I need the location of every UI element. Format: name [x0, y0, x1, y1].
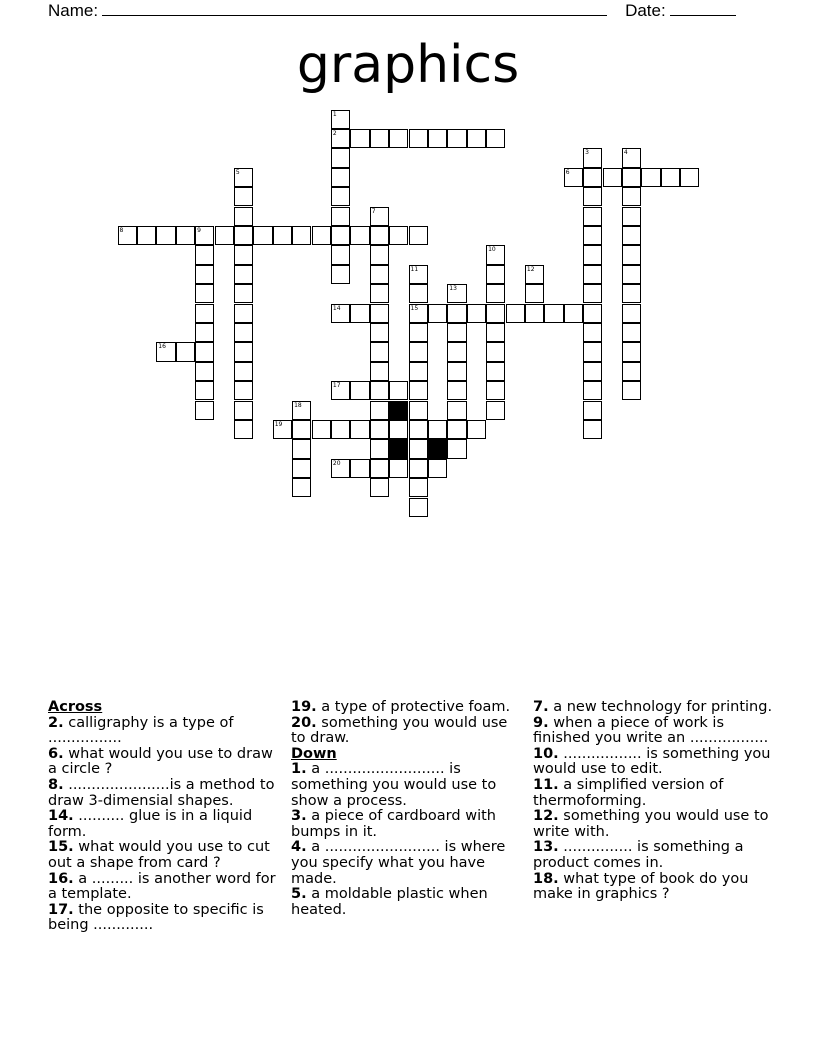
grid-cell-number: 1 [332, 110, 337, 118]
clue-text: ......................is a method to draw 3-dimensial shapes. [48, 776, 275, 809]
across-clue [48, 778, 280, 809]
grid-cell[interactable] [680, 168, 699, 187]
grid-cell[interactable] [370, 265, 389, 284]
grid-cell[interactable] [486, 381, 505, 400]
grid-cell-number: 2 [332, 129, 337, 137]
grid-cell[interactable] [370, 478, 389, 497]
grid-cell[interactable] [428, 304, 447, 323]
grid-cell[interactable] [622, 323, 641, 342]
clue-text: what would you use to draw a circle ? [48, 745, 273, 778]
grid-cell-number: 18 [294, 401, 302, 409]
grid-cell[interactable] [331, 148, 350, 167]
grid-cell[interactable] [641, 168, 660, 187]
grid-cell[interactable] [583, 168, 602, 187]
grid-cell[interactable] [583, 207, 602, 226]
grid-cell[interactable] [370, 284, 389, 303]
grid-cell[interactable] [292, 420, 311, 439]
clue-number: 1. [291, 761, 307, 778]
grid-cell[interactable] [234, 401, 253, 420]
clue-text: something you would use to draw. [291, 714, 508, 747]
grid-cell[interactable] [370, 226, 389, 245]
grid-cell[interactable] [389, 226, 408, 245]
grid-cell[interactable] [350, 459, 369, 478]
grid-cell[interactable] [486, 284, 505, 303]
clue-number: 2. [48, 714, 64, 731]
clue-number: 20. [291, 714, 317, 731]
grid-cell-number: 19 [274, 420, 283, 428]
grid-cell[interactable] [370, 381, 389, 400]
grid-cell-number: 11 [410, 265, 419, 273]
down-clue [291, 762, 523, 809]
grid-cell[interactable] [583, 304, 602, 323]
grid-cell[interactable] [156, 226, 175, 245]
clue-text: when a piece of work is finished you write an ................. [533, 714, 769, 747]
grid-cell[interactable] [350, 304, 369, 323]
grid-cell[interactable] [409, 362, 428, 381]
grid-cell[interactable] [525, 284, 544, 303]
grid-cell[interactable] [176, 226, 195, 245]
grid-cell[interactable] [447, 381, 466, 400]
grid-block-cell [389, 439, 408, 458]
clue-column-3 [533, 700, 773, 903]
grid-cell[interactable] [428, 420, 447, 439]
grid-cell[interactable] [486, 265, 505, 284]
grid-cell-number: 16 [158, 343, 166, 351]
grid-cell[interactable] [253, 226, 272, 245]
grid-cell[interactable] [234, 226, 253, 245]
grid-cell[interactable] [622, 187, 641, 206]
grid-block-cell [428, 439, 447, 458]
grid-cell[interactable] [370, 401, 389, 420]
grid-cell-number: 9 [197, 226, 201, 234]
grid-cell[interactable] [331, 245, 350, 264]
clue-number: 4. [291, 839, 307, 856]
grid-cell[interactable] [195, 401, 214, 420]
grid-cell[interactable] [234, 187, 253, 206]
grid-cell[interactable] [486, 362, 505, 381]
grid-cell[interactable] [467, 420, 486, 439]
clue-text: a piece of cardboard with bumps in it. [291, 808, 496, 840]
clue-text: what would you use to cut out a shape from card ? [48, 839, 270, 871]
grid-cell[interactable] [486, 245, 505, 264]
grid-cell[interactable] [583, 265, 602, 284]
grid-cell[interactable] [234, 342, 253, 361]
grid-cell[interactable] [486, 401, 505, 420]
grid-cell[interactable] [564, 168, 583, 187]
grid-cell[interactable] [467, 129, 486, 148]
clue-number: 7. [533, 699, 549, 715]
grid-cell[interactable] [409, 342, 428, 361]
date-field[interactable] [670, 0, 736, 16]
grid-cell[interactable] [312, 226, 331, 245]
grid-cell[interactable] [195, 245, 214, 264]
grid-cell[interactable] [661, 168, 680, 187]
across-clue [291, 700, 523, 716]
clue-number: 19. [291, 699, 317, 715]
grid-cell-number: 20 [332, 459, 341, 467]
clue-text: .......... glue is in a liquid form. [48, 808, 253, 840]
header [48, 0, 736, 20]
grid-cell[interactable] [370, 342, 389, 361]
grid-cell[interactable] [195, 304, 214, 323]
clue-number: 8. [48, 776, 64, 793]
grid-cell[interactable] [583, 187, 602, 206]
grid-cell[interactable] [583, 420, 602, 439]
across-clue-list-continued [291, 700, 523, 747]
across-clue [291, 716, 523, 747]
grid-cell[interactable] [409, 129, 428, 148]
grid-cell[interactable] [370, 207, 389, 226]
grid-cell[interactable] [525, 304, 544, 323]
across-clue [48, 716, 280, 747]
grid-cell[interactable] [118, 226, 137, 245]
clue-number: 13. [533, 839, 559, 856]
grid-cell[interactable] [583, 148, 602, 167]
clue-number: 5. [291, 886, 307, 903]
clue-text: ................. is something you would use to edit. [533, 745, 771, 778]
grid-cell[interactable] [370, 304, 389, 323]
grid-cell[interactable] [583, 362, 602, 381]
grid-cell[interactable] [370, 129, 389, 148]
grid-cell[interactable] [331, 459, 350, 478]
grid-cell[interactable] [486, 129, 505, 148]
grid-cell[interactable] [622, 207, 641, 226]
grid-cell[interactable] [370, 439, 389, 458]
grid-cell[interactable] [447, 362, 466, 381]
down-clue [533, 872, 773, 903]
across-clue [48, 872, 280, 903]
grid-cell[interactable] [389, 420, 408, 439]
date-label: Date: [625, 1, 666, 20]
grid-cell[interactable] [195, 342, 214, 361]
down-clue [533, 778, 773, 809]
grid-cell[interactable] [234, 362, 253, 381]
grid-cell[interactable] [195, 226, 214, 245]
page-title: graphics [296, 35, 520, 95]
clue-text: the opposite to specific is being ............. [48, 901, 264, 934]
grid-cell[interactable] [331, 381, 350, 400]
grid-cell[interactable] [292, 226, 311, 245]
grid-cell[interactable] [331, 265, 350, 284]
grid-cell[interactable] [409, 498, 428, 517]
grid-cell[interactable] [622, 148, 641, 167]
grid-cell[interactable] [506, 304, 525, 323]
grid-cell[interactable] [370, 245, 389, 264]
grid-cell[interactable] [447, 439, 466, 458]
down-clue [291, 840, 523, 887]
grid-cell[interactable] [331, 304, 350, 323]
grid-cell[interactable] [350, 420, 369, 439]
grid-cell[interactable] [273, 420, 292, 439]
clue-text: a simplified version of thermoforming. [533, 776, 724, 809]
across-clue [48, 903, 280, 934]
grid-cell-number: 8 [119, 226, 124, 234]
grid-cell[interactable] [370, 420, 389, 439]
down-clue [533, 809, 773, 840]
clue-number: 11. [533, 776, 559, 793]
grid-cell[interactable] [234, 245, 253, 264]
grid-cell[interactable] [622, 284, 641, 303]
grid-cell[interactable] [409, 478, 428, 497]
grid-cell[interactable] [292, 478, 311, 497]
clue-column-2 [291, 700, 523, 918]
down-clue [533, 716, 773, 747]
grid-cell[interactable] [447, 401, 466, 420]
down-clue [533, 700, 773, 716]
grid-cell[interactable] [447, 284, 466, 303]
grid-cell[interactable] [622, 381, 641, 400]
grid-cell[interactable] [409, 265, 428, 284]
clue-text: a moldable plastic when heated. [291, 886, 488, 918]
grid-cell[interactable] [428, 129, 447, 148]
grid-cell[interactable] [447, 304, 466, 323]
grid-cell[interactable] [409, 226, 428, 245]
grid-cell-number: 6 [565, 168, 570, 176]
grid-cell[interactable] [195, 323, 214, 342]
grid-cell-number: 15 [410, 304, 419, 312]
grid-cell-number: 12 [526, 265, 535, 273]
grid-cell[interactable] [389, 459, 408, 478]
grid-cell[interactable] [428, 459, 447, 478]
grid-cell[interactable] [234, 323, 253, 342]
down-clue-list-continued [533, 700, 773, 903]
grid-cell[interactable] [370, 323, 389, 342]
grid-cell[interactable] [195, 362, 214, 381]
grid-cell-number: 13 [449, 285, 457, 293]
grid-cell[interactable] [195, 381, 214, 400]
grid-cell[interactable] [234, 420, 253, 439]
grid-cell[interactable] [331, 420, 350, 439]
grid-cell[interactable] [486, 304, 505, 323]
grid-cell[interactable] [583, 323, 602, 342]
grid-cell[interactable] [525, 265, 544, 284]
grid-cell[interactable] [331, 110, 350, 129]
grid-cell[interactable] [409, 439, 428, 458]
clue-number: 12. [533, 808, 559, 825]
name-label: Name: [48, 1, 99, 20]
grid-cell[interactable] [409, 284, 428, 303]
across-clue [48, 840, 280, 871]
grid-cell[interactable] [195, 284, 214, 303]
grid-cell-number: 7 [371, 207, 376, 215]
grid-cell[interactable] [447, 342, 466, 361]
grid-cell[interactable] [583, 226, 602, 245]
grid-cell-number: 5 [235, 168, 240, 176]
clue-number: 16. [48, 870, 74, 887]
grid-cell[interactable] [292, 401, 311, 420]
across-heading: Across [48, 699, 103, 715]
grid-cell[interactable] [234, 265, 253, 284]
clue-text: a ......................... is where you specify what you have made. [291, 839, 506, 887]
grid-cell[interactable] [331, 168, 350, 187]
down-clue [533, 747, 773, 778]
grid-cell[interactable] [176, 342, 195, 361]
grid-cell[interactable] [409, 420, 428, 439]
grid-cell-number: 14 [332, 304, 341, 312]
grid-cell[interactable] [603, 168, 622, 187]
clue-text: what type of book do you make in graphics ? [533, 870, 749, 903]
grid-cell[interactable] [467, 304, 486, 323]
grid-cell-number: 10 [488, 246, 496, 254]
down-clue [291, 887, 523, 918]
clue-column-1 [48, 700, 280, 934]
grid-cell[interactable] [234, 381, 253, 400]
grid-cell[interactable] [622, 245, 641, 264]
across-clue-list [48, 716, 280, 934]
grid-cell[interactable] [622, 168, 641, 187]
clue-number: 3. [291, 808, 307, 825]
grid-cell[interactable] [544, 304, 563, 323]
grid-cell[interactable] [195, 265, 214, 284]
grid-cell[interactable] [389, 381, 408, 400]
grid-cell[interactable] [234, 168, 253, 187]
grid-cell[interactable] [331, 129, 350, 148]
name-field[interactable] [102, 0, 607, 16]
clue-text: something you would use to write with. [533, 808, 769, 840]
grid-cell[interactable] [447, 129, 466, 148]
grid-cell[interactable] [137, 226, 156, 245]
grid-cell[interactable] [409, 401, 428, 420]
grid-cell[interactable] [350, 129, 369, 148]
grid-cell[interactable] [350, 226, 369, 245]
grid-cell[interactable] [370, 362, 389, 381]
grid-block-cell [389, 401, 408, 420]
clue-text: a type of protective foam. [321, 699, 511, 715]
grid-cell[interactable] [331, 187, 350, 206]
clue-number: 15. [48, 839, 74, 856]
grid-cell[interactable] [234, 207, 253, 226]
grid-cell[interactable] [622, 265, 641, 284]
grid-cell[interactable] [409, 459, 428, 478]
grid-cell[interactable] [156, 342, 175, 361]
down-clue-list [291, 762, 523, 918]
clue-text: a ......... is another word for a template. [48, 870, 276, 903]
clue-number: 9. [533, 714, 549, 731]
grid-cell[interactable] [409, 381, 428, 400]
grid-cell[interactable] [622, 342, 641, 361]
grid-cell[interactable] [622, 226, 641, 245]
down-clue [291, 809, 523, 840]
grid-cell[interactable] [583, 342, 602, 361]
grid-cell[interactable] [486, 342, 505, 361]
grid-cell[interactable] [583, 401, 602, 420]
grid-cell[interactable] [389, 129, 408, 148]
clue-text: a .......................... is something you would use to show a process. [291, 761, 497, 809]
clue-number: 6. [48, 745, 64, 762]
grid-cell[interactable] [370, 459, 389, 478]
across-clue [48, 809, 280, 840]
down-clue [533, 840, 773, 871]
clue-text: ............... is something a product comes in. [533, 839, 744, 871]
clue-number: 18. [533, 870, 559, 887]
clue-text: calligraphy is a type of ................ [48, 714, 234, 747]
clue-number: 10. [533, 745, 559, 762]
clue-number: 17. [48, 901, 74, 918]
grid-cell[interactable] [583, 245, 602, 264]
grid-cell[interactable] [215, 226, 234, 245]
grid-cell[interactable] [350, 381, 369, 400]
clue-text: a new technology for printing. [553, 699, 773, 715]
grid-cell[interactable] [292, 439, 311, 458]
grid-cell[interactable] [447, 420, 466, 439]
grid-cell[interactable] [486, 323, 505, 342]
grid-cell[interactable] [564, 304, 583, 323]
grid-cell[interactable] [273, 226, 292, 245]
clue-number: 14. [48, 808, 74, 825]
grid-cell[interactable] [583, 381, 602, 400]
grid-cell[interactable] [622, 362, 641, 381]
grid-cell-number: 17 [332, 382, 341, 390]
grid-cell[interactable] [234, 304, 253, 323]
grid-cell-number: 3 [585, 149, 589, 157]
grid-cell[interactable] [409, 304, 428, 323]
grid-cell[interactable] [312, 420, 331, 439]
grid-cell[interactable] [292, 459, 311, 478]
grid-cell[interactable] [331, 207, 350, 226]
grid-cell-number: 4 [623, 149, 628, 157]
across-clue [48, 747, 280, 778]
grid-cell[interactable] [622, 304, 641, 323]
down-heading: Down [291, 745, 337, 762]
grid-cell[interactable] [447, 323, 466, 342]
grid-cell[interactable] [583, 284, 602, 303]
grid-cell[interactable] [331, 226, 350, 245]
grid-cell[interactable] [234, 284, 253, 303]
grid-cell[interactable] [409, 323, 428, 342]
